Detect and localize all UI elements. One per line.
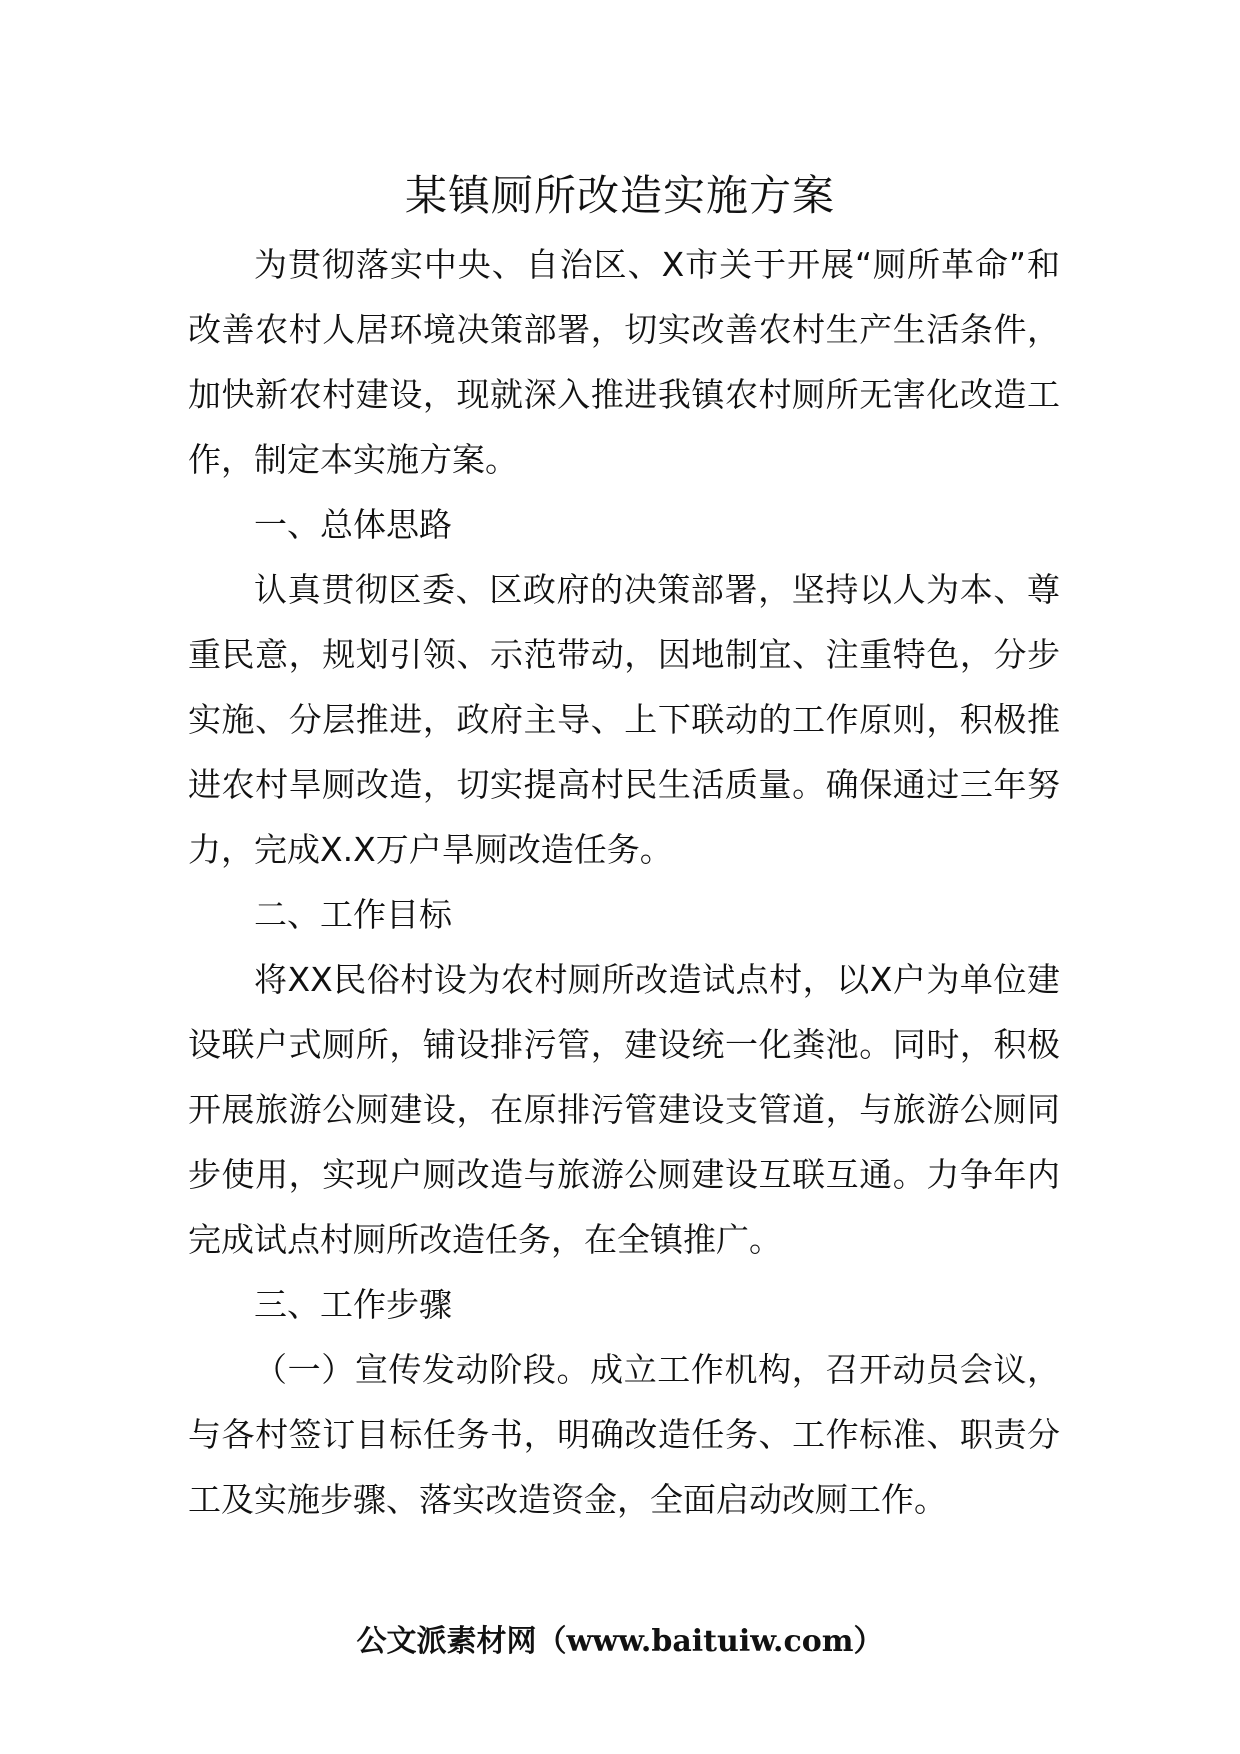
footer-watermark-text: 公文派素材网（www.baituiw.com） bbox=[356, 1624, 884, 1659]
heading-overall-approach: 一、总体思路 bbox=[254, 505, 452, 544]
document-body bbox=[188, 232, 1060, 1532]
paragraph-overall-approach: 认真贯彻区委、区政府的决策部署，坚持以人为本、尊重民意，规划引领、示范带动，因地制宜、注重特色，分步实施、分层推进，政府主导、上下联动的工作原则，积极推进农村旱厕改造，切实提高村民生活质量。确保通过三年努力，完成X.X万户旱厕改造任务。 bbox=[188, 570, 1060, 869]
heading-work-steps: 三、工作步骤 bbox=[254, 1285, 452, 1324]
paragraph-work-steps-stage-1: （一）宣传发动阶段。成立工作机构，召开动员会议，与各村签订目标任务书，明确改造任务、工作标准、职责分工及实施步骤、落实改造资金，全面启动改厕工作。 bbox=[188, 1350, 1060, 1519]
heading-work-goals: 二、工作目标 bbox=[254, 895, 452, 934]
paragraph-work-goals: 将XX民俗村设为农村厕所改造试点村，以X户为单位建设联户式厕所，铺设排污管，建设统一化粪池。同时，积极开展旅游公厕建设，在原排污管建设支管道，与旅游公厕同步使用，实现户厕改造与旅游公厕建设互联互通。力争年内完成试点村厕所改造任务，在全镇推广。 bbox=[188, 960, 1060, 1259]
document-title: 某镇厕所改造实施方案 bbox=[404, 171, 835, 220]
paragraph-intro: 为贯彻落实中央、自治区、X市关于开展“厕所革命”和改善农村人居环境决策部署，切实改善农村生产生活条件，加快新农村建设，现就深入推进我镇农村厕所无害化改造工作，制定本实施方案。 bbox=[188, 245, 1060, 479]
